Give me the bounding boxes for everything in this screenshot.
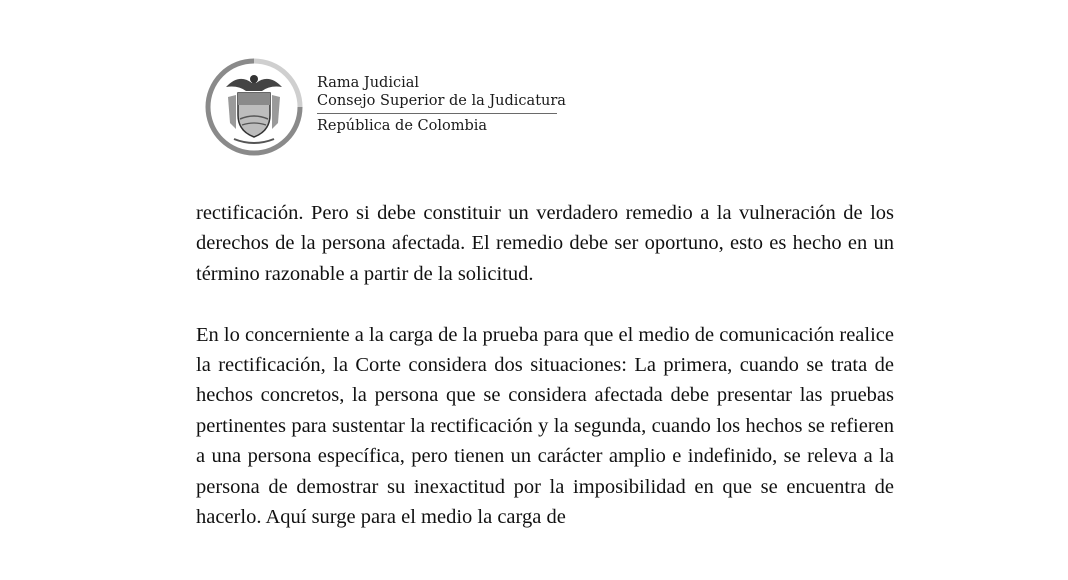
country-name: República de Colombia xyxy=(317,118,488,134)
letterhead xyxy=(204,57,564,157)
branch-name: Rama Judicial xyxy=(317,75,420,91)
coat-of-arms-seal-icon xyxy=(204,57,304,157)
institution-name-block xyxy=(317,74,566,135)
paragraph-2: En lo concerniente a la carga de la prueba para que el medio de comunicación realice la rectificación, la Corte considera dos situaciones: La primera, cuando se trata de hechos concretos, la persona que se considera afectada debe presentar las pruebas pertinentes para sustentar la rectificación y la segunda, cuando los hechos se refieren a una persona específica, pero tienen un carácter amplio e indefinido, se releva a la persona de demostrar su inexactitud por la imposibilidad en que se encuentra de hacerlo. Aquí surge para el medio la carga de xyxy=(196,323,894,529)
paragraph-1: rectificación. Pero si debe constituir un verdadero remedio a la vulneración de los derechos de la persona afectada. El remedio debe ser oportuno, esto es hecho en un término razonable a partir de la solicitud. xyxy=(196,202,894,285)
council-name: Consejo Superior de la Judicatura xyxy=(317,93,566,109)
header-divider xyxy=(317,113,557,114)
document-body xyxy=(196,198,894,532)
